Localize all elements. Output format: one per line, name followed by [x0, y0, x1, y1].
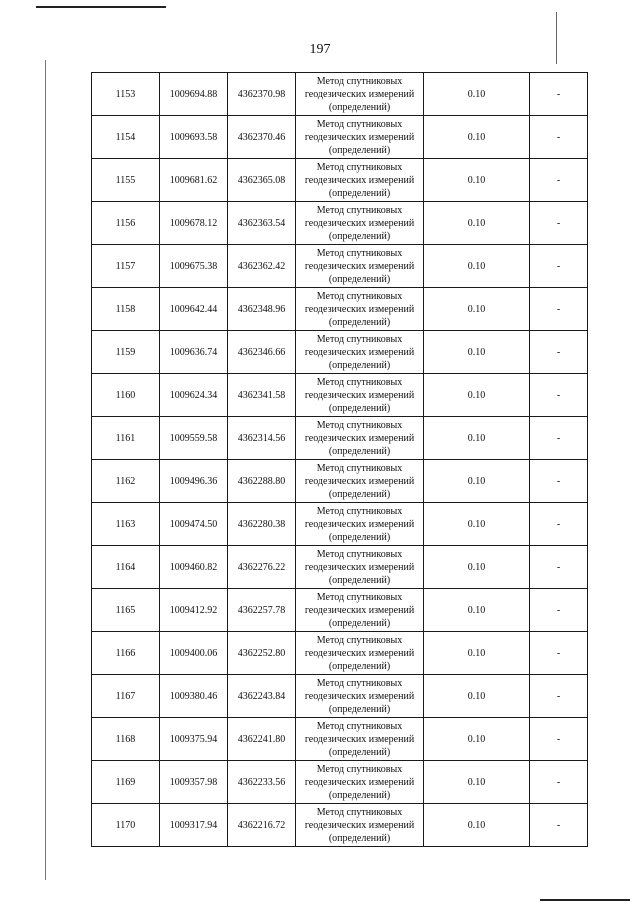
point-id-cell: 1168 — [92, 718, 160, 761]
y-coordinate-cell: 4362241.80 — [228, 718, 296, 761]
y-coordinate-cell: 4362363.54 — [228, 202, 296, 245]
accuracy-cell: 0.10 — [424, 718, 530, 761]
method-cell — [296, 159, 424, 202]
point-id-cell: 1164 — [92, 546, 160, 589]
note-cell: - — [530, 116, 588, 159]
point-id-cell: 1155 — [92, 159, 160, 202]
method-text-line1: Метод спутниковых — [316, 548, 403, 560]
method-text-line1: Метод спутниковых — [316, 204, 403, 216]
table-row — [92, 331, 588, 374]
x-coordinate-cell: 1009375.94 — [160, 718, 228, 761]
note-cell: - — [530, 73, 588, 116]
note-cell: - — [530, 460, 588, 503]
method-text-line1: Метод спутниковых — [316, 161, 403, 173]
scan-left-rule — [45, 60, 46, 880]
y-coordinate-cell: 4362233.56 — [228, 761, 296, 804]
accuracy-cell: 0.10 — [424, 546, 530, 589]
x-coordinate-cell: 1009496.36 — [160, 460, 228, 503]
table-row — [92, 245, 588, 288]
method-text-line1: Метод спутниковых — [316, 118, 403, 130]
note-cell: - — [530, 761, 588, 804]
point-id-cell: 1167 — [92, 675, 160, 718]
x-coordinate-cell: 1009694.88 — [160, 73, 228, 116]
point-id-cell: 1161 — [92, 417, 160, 460]
x-coordinate-cell: 1009681.62 — [160, 159, 228, 202]
table-row — [92, 761, 588, 804]
point-id-cell: 1160 — [92, 374, 160, 417]
note-cell: - — [530, 804, 588, 847]
method-cell — [296, 374, 424, 417]
table-row — [92, 546, 588, 589]
x-coordinate-cell: 1009380.46 — [160, 675, 228, 718]
accuracy-cell: 0.10 — [424, 73, 530, 116]
method-text-line2: геодезических измерений — [304, 303, 415, 315]
accuracy-cell: 0.10 — [424, 331, 530, 374]
method-cell — [296, 460, 424, 503]
method-text-line2: геодезических измерений — [304, 432, 415, 444]
x-coordinate-cell: 1009357.98 — [160, 761, 228, 804]
method-text-line2: геодезических измерений — [304, 88, 415, 100]
y-coordinate-cell: 4362280.38 — [228, 503, 296, 546]
note-cell: - — [530, 503, 588, 546]
method-text-line1: Метод спутниковых — [316, 75, 403, 87]
method-cell — [296, 589, 424, 632]
y-coordinate-cell: 4362276.22 — [228, 546, 296, 589]
accuracy-cell: 0.10 — [424, 417, 530, 460]
y-coordinate-cell: 4362257.78 — [228, 589, 296, 632]
point-id-cell: 1162 — [92, 460, 160, 503]
y-coordinate-cell: 4362341.58 — [228, 374, 296, 417]
method-cell — [296, 245, 424, 288]
method-cell — [296, 116, 424, 159]
coordinates-table-body — [92, 73, 588, 847]
method-text-line1: Метод спутниковых — [316, 720, 403, 732]
method-cell — [296, 331, 424, 374]
method-cell — [296, 546, 424, 589]
method-text-line2: геодезических измерений — [304, 518, 415, 530]
method-text-line1: Метод спутниковых — [316, 591, 403, 603]
point-id-cell: 1159 — [92, 331, 160, 374]
method-text-line3: (определений) — [328, 445, 391, 457]
x-coordinate-cell: 1009412.92 — [160, 589, 228, 632]
method-text-line2: геодезических измерений — [304, 647, 415, 659]
method-cell — [296, 288, 424, 331]
method-text-line2: геодезических измерений — [304, 604, 415, 616]
table-row — [92, 159, 588, 202]
accuracy-cell: 0.10 — [424, 761, 530, 804]
x-coordinate-cell: 1009642.44 — [160, 288, 228, 331]
method-text-line2: геодезических измерений — [304, 475, 415, 487]
method-cell — [296, 417, 424, 460]
x-coordinate-cell: 1009693.58 — [160, 116, 228, 159]
method-text-line2: геодезических измерений — [304, 131, 415, 143]
point-id-cell: 1166 — [92, 632, 160, 675]
note-cell: - — [530, 288, 588, 331]
method-text-line2: геодезических измерений — [304, 174, 415, 186]
point-id-cell: 1170 — [92, 804, 160, 847]
method-text-line3: (определений) — [328, 101, 391, 113]
coordinates-table — [91, 72, 588, 847]
method-text-line2: геодезических измерений — [304, 733, 415, 745]
method-cell — [296, 632, 424, 675]
method-text-line3: (определений) — [328, 746, 391, 758]
method-text-line2: геодезических измерений — [304, 690, 415, 702]
note-cell: - — [530, 589, 588, 632]
note-cell: - — [530, 374, 588, 417]
method-text-line3: (определений) — [328, 574, 391, 586]
note-cell: - — [530, 675, 588, 718]
table-row — [92, 503, 588, 546]
y-coordinate-cell: 4362365.08 — [228, 159, 296, 202]
y-coordinate-cell: 4362348.96 — [228, 288, 296, 331]
y-coordinate-cell: 4362346.66 — [228, 331, 296, 374]
note-cell: - — [530, 159, 588, 202]
scan-top-rule — [36, 6, 166, 8]
x-coordinate-cell: 1009675.38 — [160, 245, 228, 288]
accuracy-cell: 0.10 — [424, 632, 530, 675]
table-row — [92, 460, 588, 503]
x-coordinate-cell: 1009460.82 — [160, 546, 228, 589]
scan-bottom-rule — [540, 899, 630, 901]
y-coordinate-cell: 4362370.46 — [228, 116, 296, 159]
method-text-line1: Метод спутниковых — [316, 290, 403, 302]
method-text-line3: (определений) — [328, 402, 391, 414]
note-cell: - — [530, 202, 588, 245]
method-text-line3: (определений) — [328, 660, 391, 672]
table-row — [92, 374, 588, 417]
table-row — [92, 632, 588, 675]
method-text-line3: (определений) — [328, 144, 391, 156]
method-text-line1: Метод спутниковых — [316, 247, 403, 259]
page-number: 197 — [309, 42, 331, 57]
x-coordinate-cell: 1009400.06 — [160, 632, 228, 675]
y-coordinate-cell: 4362288.80 — [228, 460, 296, 503]
accuracy-cell: 0.10 — [424, 159, 530, 202]
note-cell: - — [530, 417, 588, 460]
accuracy-cell: 0.10 — [424, 589, 530, 632]
table-row — [92, 589, 588, 632]
accuracy-cell: 0.10 — [424, 288, 530, 331]
y-coordinate-cell: 4362362.42 — [228, 245, 296, 288]
point-id-cell: 1158 — [92, 288, 160, 331]
point-id-cell: 1153 — [92, 73, 160, 116]
table-row — [92, 675, 588, 718]
x-coordinate-cell: 1009636.74 — [160, 331, 228, 374]
method-text-line3: (определений) — [328, 617, 391, 629]
method-text-line2: геодезических измерений — [304, 389, 415, 401]
y-coordinate-cell: 4362370.98 — [228, 73, 296, 116]
accuracy-cell: 0.10 — [424, 460, 530, 503]
note-cell: - — [530, 718, 588, 761]
table-row — [92, 804, 588, 847]
x-coordinate-cell: 1009559.58 — [160, 417, 228, 460]
accuracy-cell: 0.10 — [424, 804, 530, 847]
note-cell: - — [530, 245, 588, 288]
method-text-line1: Метод спутниковых — [316, 763, 403, 775]
method-cell — [296, 675, 424, 718]
method-text-line2: геодезических измерений — [304, 346, 415, 358]
y-coordinate-cell: 4362243.84 — [228, 675, 296, 718]
method-text-line1: Метод спутниковых — [316, 677, 403, 689]
method-text-line1: Метод спутниковых — [316, 634, 403, 646]
accuracy-cell: 0.10 — [424, 503, 530, 546]
accuracy-cell: 0.10 — [424, 116, 530, 159]
y-coordinate-cell: 4362252.80 — [228, 632, 296, 675]
x-coordinate-cell: 1009317.94 — [160, 804, 228, 847]
point-id-cell: 1165 — [92, 589, 160, 632]
method-text-line3: (определений) — [328, 789, 391, 801]
point-id-cell: 1163 — [92, 503, 160, 546]
table-row — [92, 417, 588, 460]
point-id-cell: 1157 — [92, 245, 160, 288]
point-id-cell: 1154 — [92, 116, 160, 159]
method-text-line2: геодезических измерений — [304, 819, 415, 831]
x-coordinate-cell: 1009624.34 — [160, 374, 228, 417]
point-id-cell: 1169 — [92, 761, 160, 804]
table-row — [92, 288, 588, 331]
accuracy-cell: 0.10 — [424, 202, 530, 245]
accuracy-cell: 0.10 — [424, 245, 530, 288]
method-text-line3: (определений) — [328, 703, 391, 715]
table-row — [92, 116, 588, 159]
accuracy-cell: 0.10 — [424, 374, 530, 417]
method-text-line3: (определений) — [328, 531, 391, 543]
method-cell — [296, 761, 424, 804]
table-row — [92, 718, 588, 761]
note-cell: - — [530, 331, 588, 374]
method-text-line2: геодезических измерений — [304, 217, 415, 229]
note-cell: - — [530, 546, 588, 589]
method-text-line3: (определений) — [328, 359, 391, 371]
y-coordinate-cell: 4362314.56 — [228, 417, 296, 460]
method-text-line3: (определений) — [328, 316, 391, 328]
method-text-line2: геодезических измерений — [304, 776, 415, 788]
method-cell — [296, 718, 424, 761]
table-row — [92, 202, 588, 245]
method-cell — [296, 503, 424, 546]
method-text-line1: Метод спутниковых — [316, 462, 403, 474]
method-text-line2: геодезических измерений — [304, 260, 415, 272]
method-text-line3: (определений) — [328, 488, 391, 500]
method-text-line3: (определений) — [328, 273, 391, 285]
method-text-line3: (определений) — [328, 230, 391, 242]
note-cell: - — [530, 632, 588, 675]
y-coordinate-cell: 4362216.72 — [228, 804, 296, 847]
method-text-line1: Метод спутниковых — [316, 333, 403, 345]
x-coordinate-cell: 1009474.50 — [160, 503, 228, 546]
method-text-line3: (определений) — [328, 832, 391, 844]
method-cell — [296, 202, 424, 245]
table-row — [92, 73, 588, 116]
point-id-cell: 1156 — [92, 202, 160, 245]
method-text-line1: Метод спутниковых — [316, 806, 403, 818]
method-text-line1: Метод спутниковых — [316, 505, 403, 517]
method-text-line1: Метод спутниковых — [316, 419, 403, 431]
method-text-line3: (определений) — [328, 187, 391, 199]
accuracy-cell: 0.10 — [424, 675, 530, 718]
method-text-line1: Метод спутниковых — [316, 376, 403, 388]
x-coordinate-cell: 1009678.12 — [160, 202, 228, 245]
method-cell — [296, 73, 424, 116]
method-cell — [296, 804, 424, 847]
method-text-line2: геодезических измерений — [304, 561, 415, 573]
